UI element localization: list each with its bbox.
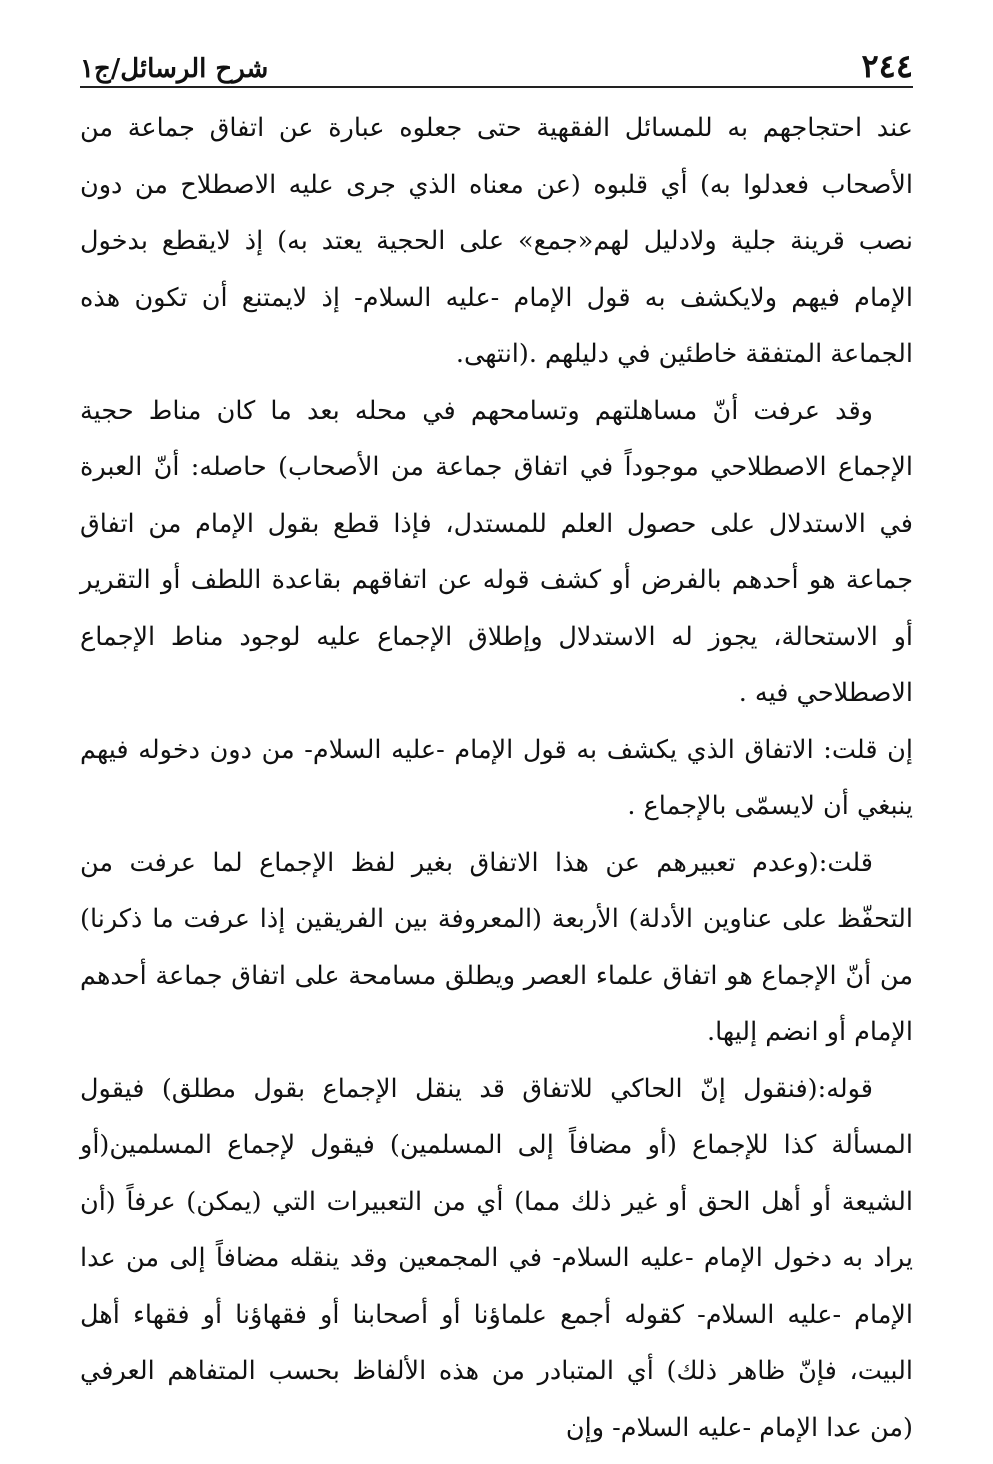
- paragraph-5: قوله:(فنقول إنّ الحاكي للاتفاق قد ينقل الإجماع بقول مطلق) فيقول المسألة كذا للإجماع (أو مضافاً إلى المسلمين) فيقول لإجماع المسلمين(أو الشيعة أو أهل الحق أو غير ذلك مما) أي من التعبيرات التي (يمكن) عرفاً (أن يراد به دخول الإمام -عليه السلام- في المجمعين وقد ينقله مضافاً إلى من عدا الإمام -عليه السلام- كقوله أجمع علماؤنا أو أصحابنا أو فقهاؤنا أو فقهاء أهل البيت، فإنّ ظاهر ذلك) أي المتبادر من هذه الألفاظ بحسب المتفاهم العرفي (من عدا الإمام -عليه السلام- وإن: [80, 1073, 913, 1443]
- page-body: [80, 100, 913, 1443]
- page-number: ٢٤٤: [861, 47, 913, 85]
- running-title: شرح الرسائل/ج١: [80, 54, 269, 84]
- paragraph-1: عند احتجاجهم به للمسائل الفقهية حتى جعلوه عبارة عن اتفاق جماعة من الأصحاب فعدلوا به) أي قلبوه (عن معناه الذي جرى عليه الاصطلاح من دون نصب قرينة جلية ولادليل لهم«جمع» على الحجية يعتد به) إذ لايقطع بدخول الإمام فيهم ولايكشف به قول الإمام -عليه السلام- إذ لايمتنع أن تكون هذه الجماعة المتفقة خاطئين في دليلهم .(انتهى.: [80, 113, 913, 369]
- paragraph-4: قلت:(وعدم تعبيرهم عن هذا الاتفاق بغير لفظ الإجماع لما عرفت من التحفّظ على عناوين الأدلة) الأربعة (المعروفة بين الفريقين إذا عرفت ما ذكرنا) من أنّ الإجماع هو اتفاق علماء العصر ويطلق مسامحة على اتفاق جماعة أحدهم الإمام أو انضم إليها.: [80, 847, 913, 1047]
- paragraph-3: إن قلت: الاتفاق الذي يكشف به قول الإمام -عليه السلام- من دون دخوله فيهم ينبغي أن لايسمّى بالإجماع .: [80, 734, 913, 821]
- paragraph-2: وقد عرفت أنّ مساهلتهم وتسامحهم في محله بعد ما كان مناط حجية الإجماع الاصطلاحي موجوداً في اتفاق جماعة من الأصحاب) حاصله: أنّ العبرة في الاستدلال على حصول العلم للمستدل، فإذا قطع بقول الإمام من اتفاق جماعة هو أحدهم بالفرض أو كشف قوله عن اتفاقهم بقاعدة اللطف أو التقرير أو الاستحالة، يجوز له الاستدلال وإطلاق الإجماع عليه لوجود مناط الإجماع الاصطلاحي فيه .: [80, 395, 913, 708]
- page-header: [80, 28, 913, 88]
